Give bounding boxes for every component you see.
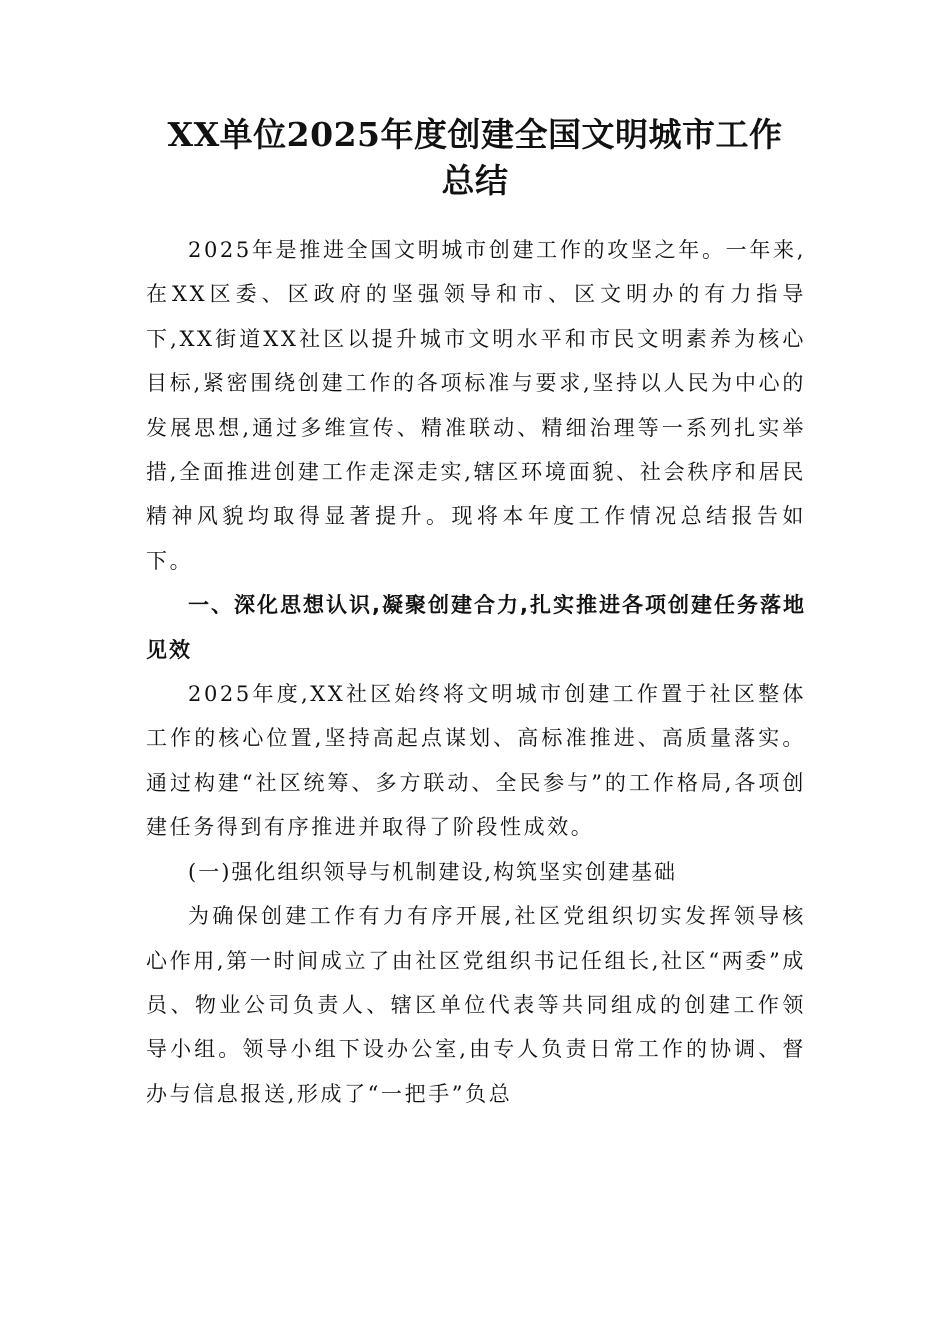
section-heading-1: 一、深化思想认识,凝聚创建合力,扎实推进各项创建任务落地见效: [146, 593, 806, 662]
title-line-2: 总结: [441, 161, 509, 200]
document-title: [140, 112, 810, 204]
intro-paragraph: 2025年是推进全国文明城市创建工作的攻坚之年。一年来,在XX区委、区政府的坚强领导和市、区文明办的有力指导下,XX街道XX社区以提升城市文明水平和市民文明素养为核心目标,紧密围绕创建工作的各项标准与要求,坚持以人民为中心的发展思想,通过多维宣传、精准联动、精细治理等一系列扎实举措,全面推进创建工作走深走实,辖区环境面貌、社会秩序和居民精神风貌均取得显著提升。现将本年度工作情况总结报告如下。: [146, 238, 806, 573]
section-1-paragraph: 2025年度,XX社区始终将文明城市创建工作置于社区整体工作的核心位置,坚持高起点谋划、高标准推进、高质量落实。通过构建“社区统筹、多方联动、全民参与”的工作格局,各项创建任务得到有序推进并取得了阶段性成效。: [146, 682, 806, 840]
subsection-heading-1: (一)强化组织领导与机制建设,构筑坚实创建基础: [188, 859, 678, 884]
subsection-1-paragraph: 为确保创建工作有力有序开展,社区党组织切实发挥领导核心作用,第一时间成立了由社区党组织书记任组长,社区“两委”成员、物业公司负责人、辖区单位代表等共同组成的创建工作领导小组。领导小组下设办公室,由专人负责日常工作的协调、督办与信息报送,形成了“一把手”负总: [146, 904, 806, 1106]
title-line-1: XX单位2025年度创建全国文明城市工作: [167, 115, 783, 154]
document-body: [146, 228, 806, 1116]
